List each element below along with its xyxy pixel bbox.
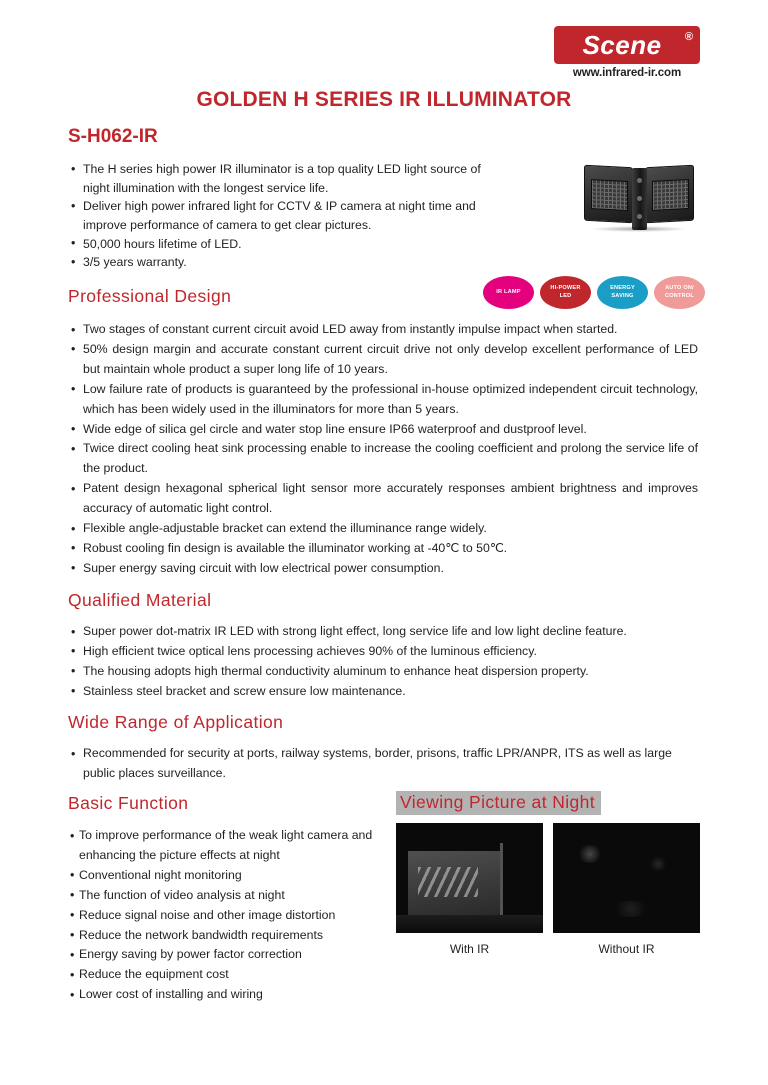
logo-badge [554,26,700,64]
intro-bullet-list [70,160,500,272]
section-heading-professional-design: Professional Design [68,286,232,306]
night-image-gallery [396,823,700,956]
night-photo-without-ir [553,823,700,933]
faint-light-spot [611,901,651,917]
page-title: GOLDEN H SERIES IR ILLUMINATOR [196,88,572,111]
badge-line: IR LAMP [496,288,521,295]
professional-design-list [70,320,698,579]
led-grid-right [652,179,689,211]
list-item: • Reduce the network bandwidth requirements [70,926,390,946]
led-grid-left [591,179,628,211]
hinge-dot [637,178,642,183]
night-photo-with-ir [396,823,543,933]
faint-light-spot [649,857,667,871]
list-item: • Patent design hexagonal spherical light sensor more accurately responses ambient brightness and improves accuracy of automatic light control. [70,479,698,519]
list-item: • Stainless steel bracket and screw ensure low maintenance. [70,682,698,702]
section-heading-wide-range-of-application: Wide Range of Application [68,712,284,732]
registered-trademark-icon: ® [684,31,693,43]
model-number: S-H062-IR [68,126,158,147]
list-item: • Twice direct cooling heat sink processing enable to increase the cooling coefficient and prolong the service life of the product. [70,439,698,479]
list-item: • Wide edge of silica gel circle and water stop line ensure IP66 waterproof and dustproof level. [70,420,698,440]
list-item: • 3/5 years warranty. [70,253,500,272]
product-photo [578,156,700,240]
badge-line: HI-POWER [550,285,581,292]
list-item: • The function of video analysis at night [70,886,390,906]
badge-energy-saving [597,276,648,309]
list-item: • Lower cost of installing and wiring [70,985,390,1005]
illuminator-left-panel [584,165,633,224]
list-item: • Flexible angle-adjustable bracket can extend the illuminance range widely. [70,519,698,539]
scene-ground [396,915,543,933]
list-item: • Super power dot-matrix IR LED with strong light effect, long service life and low light decline feature. [70,622,698,642]
hinge-dot [637,196,642,201]
badge-ir-lamp [483,276,534,309]
list-item: • The housing adopts high thermal conductivity aluminum to enhance heat dispersion property. [70,662,698,682]
website-url: www.infrared-ir.com [572,67,682,79]
brand-logo [554,26,700,79]
night-image-cell-without-ir [553,823,700,956]
illuminator-illustration [584,166,694,222]
qualified-material-list [70,622,698,702]
night-image-caption: Without IR [598,942,655,956]
scene-graffiti [418,867,478,897]
faint-light-spot [577,845,603,863]
list-item: • Low failure rate of products is guaranteed by the professional in-house optimized independent circuit technology, which has been widely used in the illuminators for more than 5 years. [70,380,698,420]
list-item: • Conventional night monitoring [70,866,390,886]
section-heading-basic-function: Basic Function [68,793,189,813]
list-item: • High efficient twice optical lens processing achieves 90% of the luminous efficiency. [70,642,698,662]
list-item: • Reduce signal noise and other image distortion [70,906,390,926]
list-item: • 50% design margin and accurate constant current circuit drive not only develop excellent performance of LED but maintain whole product a super long life of 10 years. [70,340,698,380]
badge-hi-power-led [540,276,591,309]
list-item: • To improve performance of the weak light camera and enhancing the picture effects at night [70,826,390,866]
list-item: • Robust cooling fin design is available the illuminator working at -40℃ to 50℃. [70,539,698,559]
application-list [70,744,698,784]
badge-line: SAVING [611,292,634,299]
list-item: • 50,000 hours lifetime of LED. [70,235,500,254]
night-image-cell-with-ir [396,823,543,956]
badge-line: ENERGY [610,285,635,292]
list-item: • Recommended for security at ports, railway systems, border, prisons, traffic LPR/ANPR, ITS as well as large public places surveillance. [70,744,698,784]
illuminator-right-panel [645,165,694,224]
section-heading-viewing-picture-at-night: Viewing Picture at Night [396,791,601,815]
hinge-dot [637,214,642,219]
badge-line: LED [559,292,572,299]
list-item: • Super energy saving circuit with low electrical power consumption. [70,559,698,579]
list-item: • Deliver high power infrared light for CCTV & IP camera at night time and improve performance of camera to get clear pictures. [70,197,500,234]
logo-wordmark: Scene [582,30,662,60]
basic-function-list [70,826,390,1005]
list-item: • The H series high power IR illuminator is a top quality LED light source of night illumination with the longest service life. [70,160,500,197]
scene-edge [500,843,503,917]
feature-badge-group [483,276,708,309]
list-item: • Two stages of constant current circuit avoid LED away from instantly impulse impact when started. [70,320,698,340]
list-item: • Reduce the equipment cost [70,965,390,985]
list-item: • Energy saving by power factor correction [70,945,390,965]
section-heading-qualified-material: Qualified Material [68,590,212,610]
badge-auto-on-control [654,276,705,309]
illuminator-center-hinge [632,168,647,230]
badge-line: CONTROL [664,292,695,299]
night-image-caption: With IR [449,942,490,956]
badge-line: AUTO ON/ [665,285,694,292]
product-shadow [590,226,688,232]
